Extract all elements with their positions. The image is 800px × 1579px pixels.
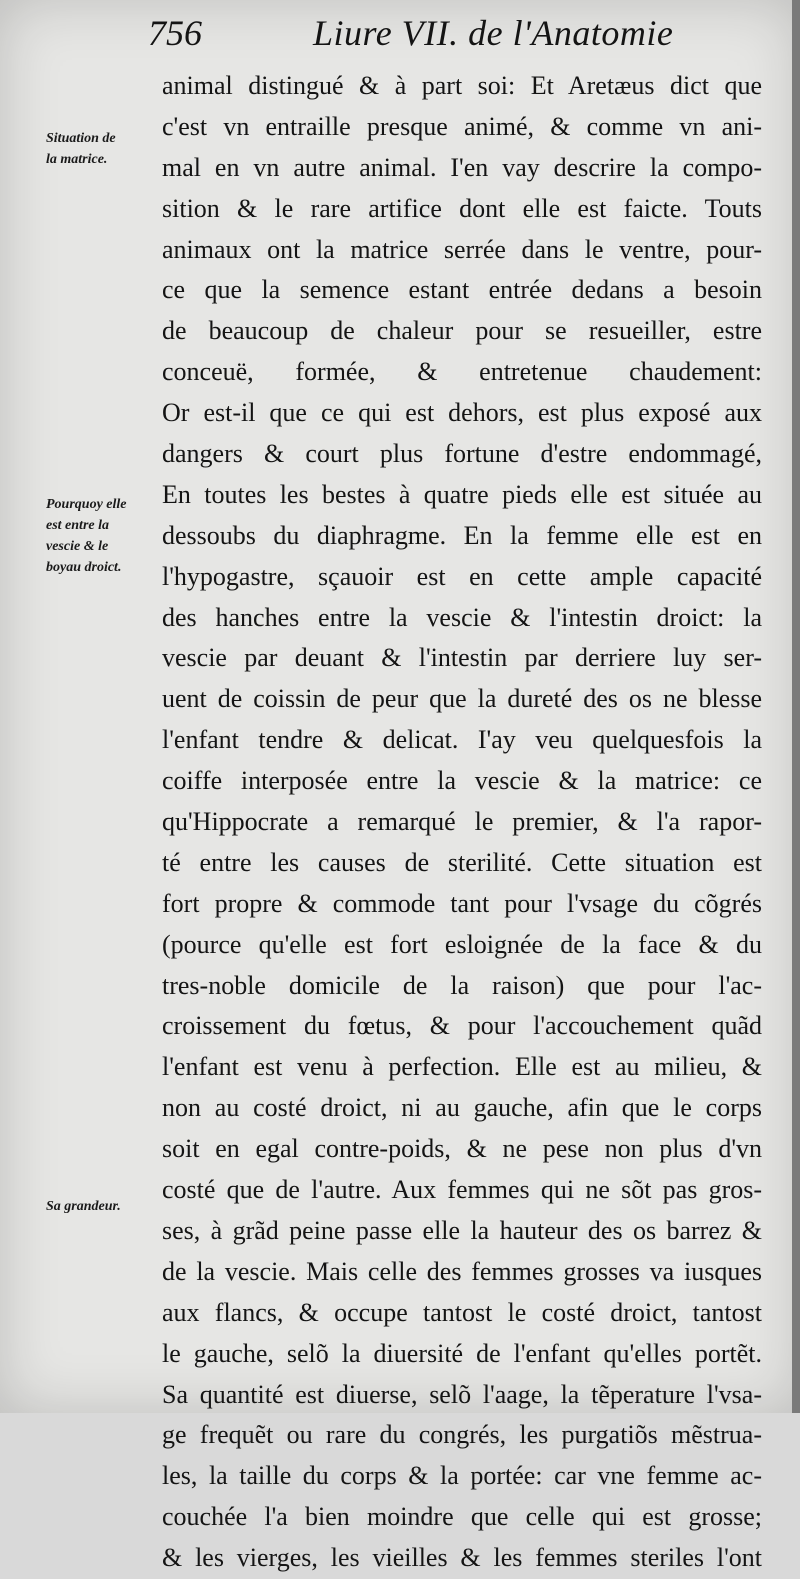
text-line: dangers & court plus fortune d'estre endommagé, [162, 439, 762, 469]
margin-note-line: boyau droict. [46, 560, 122, 575]
page-number: 756 [148, 13, 202, 53]
text-line: soit en egal contre-poids, & ne pese non plus d'vn [162, 1134, 762, 1164]
text-line: ses, à grãd peine passe elle la hauteur des os barrez & [162, 1215, 762, 1245]
text-line: aux flancs, & occupe tantost le costé droict, tantost [162, 1297, 762, 1327]
margin-note-line: Sa grandeur. [46, 1199, 121, 1214]
margin-note-grandeur [46, 1196, 164, 1217]
text-line: Or est-il que ce qui est dehors, est plus exposé aux [162, 398, 762, 428]
text-line: uent de coissin de peur que la dureté des os ne blesse [162, 684, 762, 714]
text-line: le gauche, selõ la diuersité de l'enfant qu'elles portẽt. [162, 1338, 762, 1368]
margin-note-pourquoy [46, 494, 164, 578]
text-line: l'enfant tendre & delicat. I'ay veu quelquesfois la [162, 725, 762, 755]
text-line: ge frequẽt ou rare du congrés, les purgatiõs mẽstrua- [162, 1420, 762, 1450]
text-line: & les vierges, les vieilles & les femmes steriles l'ont [162, 1543, 762, 1573]
text-line: (pource qu'elle est fort esloignée de la face & du [162, 929, 762, 959]
text-line: costé que de l'autre. Aux femmes qui ne sõt pas gros- [162, 1175, 762, 1205]
text-line: vescie par deuant & l'intestin par derriere luy ser- [162, 643, 762, 673]
text-line: des hanches entre la vescie & l'intestin droict: la [162, 602, 762, 632]
text-line: croissement du fœtus, & pour l'accouchement quãd [162, 1011, 762, 1041]
text-line: animal distingué & à part soi: Et Aretæus dict que [162, 71, 762, 100]
running-title: Liure VII. de l'Anatomie [313, 13, 674, 53]
text-line: conceuë, formée, & entretenue chaudement: [162, 357, 762, 387]
margin-note-situation [46, 128, 164, 170]
text-line: tres-noble domicile de la raison) que pour l'ac- [162, 970, 762, 1000]
margin-note-line: Situation de [46, 131, 116, 146]
page-header [148, 12, 778, 60]
text-line: té entre les causes de sterilité. Cette situation est [162, 847, 762, 877]
body-text [162, 66, 762, 1579]
text-line: En toutes les bestes à quatre pieds elle est située au [162, 479, 762, 509]
text-line: fort propre & commode tant pour l'vsage du cõgrés [162, 888, 762, 918]
margin-note-line: la matrice. [46, 152, 108, 167]
margin-note-line: Pourquoy elle [46, 497, 127, 512]
text-line: de beaucoup de chaleur pour se resueiller, estre [162, 316, 762, 346]
text-line: non au costé droict, ni au gauche, afin que le corps [162, 1093, 762, 1123]
text-line: mal en vn autre animal. I'en vay descrire la compo- [162, 152, 762, 182]
text-line: animaux ont la matrice serrée dans le ventre, pour- [162, 234, 762, 264]
text-line: dessoubs du diaphragme. En la femme elle est en [162, 520, 762, 550]
text-line: ce que la semence estant entrée dedans a besoin [162, 275, 762, 305]
margin-note-line: est entre la [46, 518, 109, 533]
text-line: sition & le rare artifice dont elle est faicte. Touts [162, 193, 762, 223]
text-line: les, la taille du corps & la portée: car vne femme ac- [162, 1461, 762, 1491]
text-line: de la vescie. Mais celle des femmes grosses va iusques [162, 1256, 762, 1286]
text-line: qu'Hippocrate a remarqué le premier, & l'a rapor- [162, 807, 762, 837]
text-line: couchée l'a bien moindre que celle qui est grosse; [162, 1502, 762, 1532]
margin-note-line: vescie & le [46, 539, 109, 554]
text-line: l'hypogastre, sçauoir est en cette ample capacité [162, 561, 762, 591]
text-line: c'est vn entraille presque animé, & comme vn ani- [162, 111, 762, 141]
text-line: coiffe interposée entre la vescie & la matrice: ce [162, 766, 762, 796]
text-line: l'enfant est venu à perfection. Elle est au milieu, & [162, 1052, 762, 1082]
page-edge-shadow [792, 0, 800, 1413]
text-line: Sa quantité est diuerse, selõ l'aage, la tẽperature l'vsa- [162, 1379, 762, 1409]
